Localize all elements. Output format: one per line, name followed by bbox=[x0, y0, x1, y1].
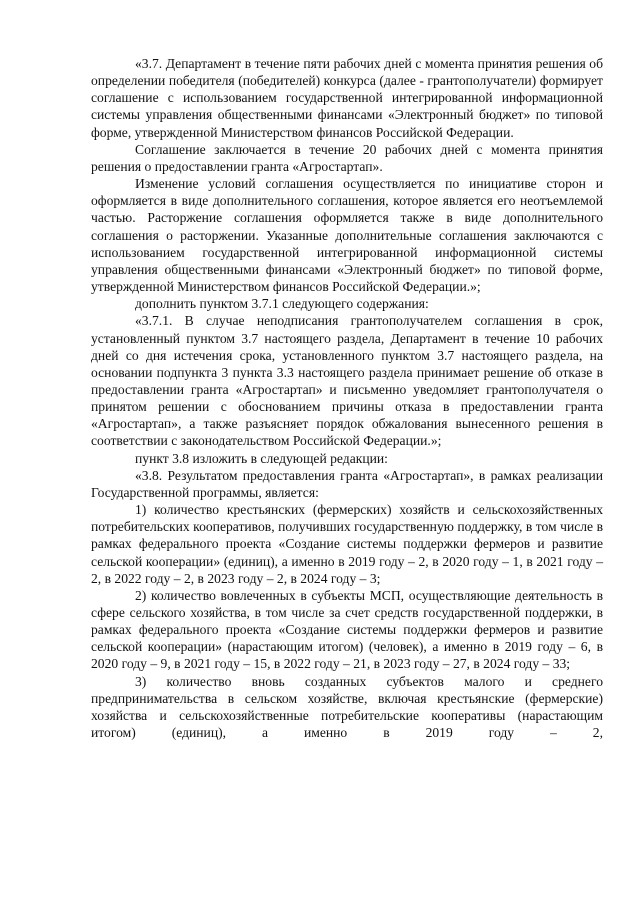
paragraph-result-2: 2) количество вовлеченных в субъекты МСП, осуществляющие деятельность в сфере сельского хозяйства, в том числе за счет средств государственной поддержки, в рамках федерального проекта «Создание системы поддержки фермеров и развитие сельской кооперации» (нарастающим итогом) (человек), а именно в 2019 году – 6, в 2020 году – 9, в 2021 году – 15, в 2022 году – 21, в 2023 году – 27, в 2024 году – 33; bbox=[91, 587, 603, 672]
paragraph-result-1: 1) количество крестьянских (фермерских) хозяйств и сельскохозяйственных потребительских кооперативов, получивших государственную поддержку, в том числе в рамках федерального проекта «Создание системы поддержки фермеров и развитие сельской кооперации» (единиц), а именно в 2019 году – 2, в 2020 году – 1, в 2021 году – 2, в 2022 году – 2, в 2023 году – 2, в 2024 году – 3; bbox=[91, 502, 603, 586]
paragraph-add-3-7-1: дополнить пунктом 3.7.1 следующего содержания: bbox=[135, 296, 429, 312]
paragraph-result-3: 3) количество вновь созданных субъектов малого и среднего предпринимательства в сельском хозяйстве, включая крестьянские (фермерские) хозяйства и сельскохозяйственные потребительские кооперативы (нарастающим итогом) (единиц), а именно в 2019 году – 2, bbox=[91, 673, 603, 741]
paragraph-amend-3-8: пункт 3.8 изложить в следующей редакции: bbox=[135, 450, 388, 466]
paragraph-3-8: «3.8. Результатом предоставления гранта «Агростартап», в рамках реализации Государственной программы, является: bbox=[91, 467, 603, 500]
paragraph-agreement-term: Соглашение заключается в течение 20 рабочих дней с момента принятия решения о предоставлении гранта «Агростартап». bbox=[91, 141, 603, 174]
paragraph-agreement-changes: Изменение условий соглашения осуществляется по инициативе сторон и оформляется в виде дополнительного соглашения, которое является его неотъемлемой частью. Расторжение соглашения оформляется также в виде дополнительного соглашения о расторжении. Указанные дополнительные соглашения заключаются с использованием государственной интегрированной информационной системы управления общественными финансами «Электронный бюджет» по типовой форме, утвержденной Министерством финансов Российской Федерации.»; bbox=[91, 176, 603, 295]
document-page bbox=[91, 55, 603, 741]
paragraph-3-7-1: «3.7.1. В случае неподписания грантополучателем соглашения в срок, установленный пунктом 3.7 настоящего раздела, Департамент в течение 10 рабочих дней со дня истечения срока, установленного пунктом 3.7 настоящего раздела, на основании подпункта 3 пункта 3.3 настоящего раздела принимает решение об отказе в предоставлении гранта «Агростартап» и письменно уведомляет грантополучателя о принятом решении с обоснованием причины отказа в предоставлении гранта «Агростартап», а также разъясняет порядок обжалования вынесенного решения в соответствии с законодательством Российской Федерации.»; bbox=[91, 313, 603, 449]
paragraph-3-7: «3.7. Департамент в течение пяти рабочих дней с момента принятия решения об определении победителя (победителей) конкурса (далее - грантополучатели) формирует соглашение с использованием государственной интегрированной информационной системы управления общественными финансами «Электронный бюджет» по типовой форме, утвержденной Министерством финансов Российской Федерации. bbox=[91, 56, 603, 140]
